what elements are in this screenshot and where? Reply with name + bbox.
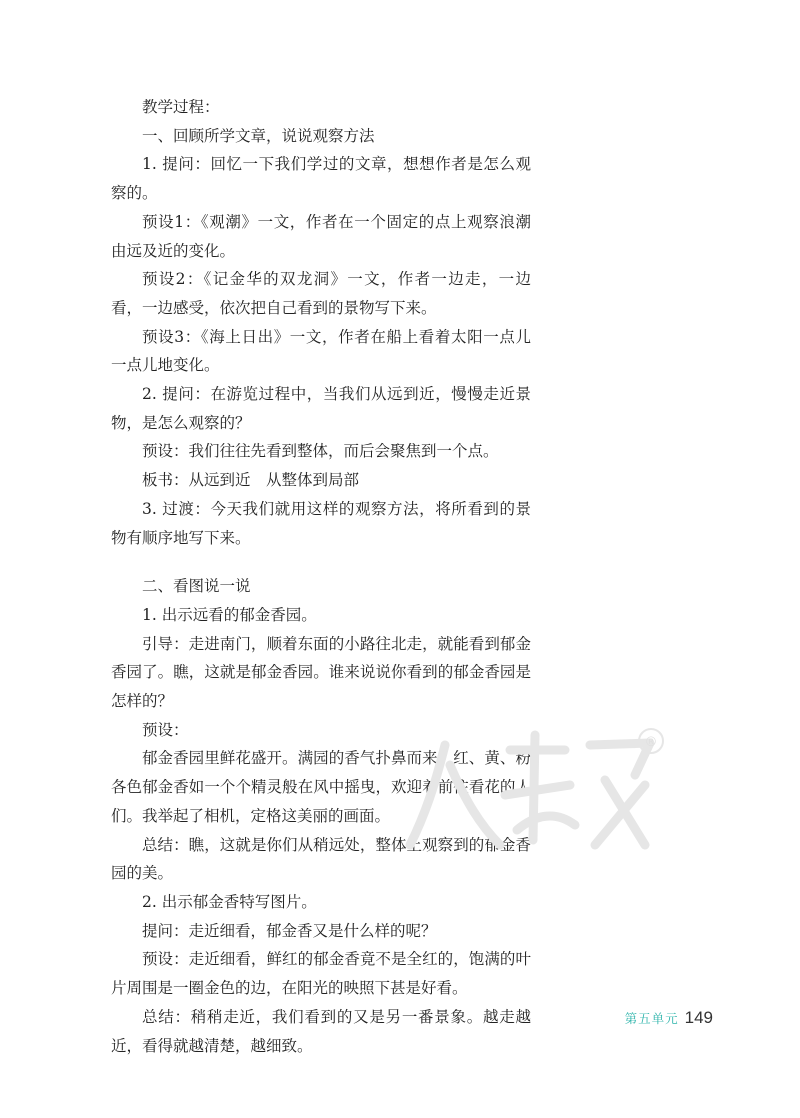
section-title-2: 二、看图说一说 xyxy=(142,577,251,596)
paragraph: 2. 出示郁金香特写图片。 xyxy=(142,892,317,911)
paragraph-heading: 教学过程： xyxy=(142,98,220,116)
paragraph: 总结：瞧，这就是你们从稍远处，整体上观察到的郁金香园的美。 xyxy=(111,835,531,883)
page-footer xyxy=(625,1008,713,1028)
paragraph: 1. 提问：回忆一下我们学过的文章，想想作者是怎么观察的。 xyxy=(111,155,531,203)
paragraph: 预设2：《记金华的双龙洞》一文，作者一边走，一边看，一边感受，依次把自己看到的景物写下来。 xyxy=(111,270,531,317)
paragraph: 郁金香园里鲜花盛开。满园的香气扑鼻而来。红、黄、粉各色郁金香如一个个精灵般在风中摇曳，欢迎着前往看花的人们。我举起了相机，定格这美丽的画面。 xyxy=(111,749,531,825)
paragraph: 预设： xyxy=(142,720,189,739)
paragraph: 1. 出示远看的郁金香园。 xyxy=(142,605,317,624)
page-number: 149 xyxy=(684,1008,713,1027)
paragraph: 提问：走近细看，郁金香又是什么样的呢？ xyxy=(142,921,437,940)
paragraph: 板书：从远到近 从整体到局部 xyxy=(142,471,360,490)
section-title-1: 一、回顾所学文章，说说观察方法 xyxy=(142,126,375,145)
paragraph: 预设：走近细看，鲜红的郁金香竟不是全红的，饱满的叶片周围是一圈金色的边，在阳光的映照下甚是好看。 xyxy=(111,950,531,998)
paragraph: 总结：稍稍走近，我们看到的又是另一番景象。越走越近，看得就越清楚，越细致。 xyxy=(111,1007,531,1055)
paragraph: 3. 过渡：今天我们就用这样的观察方法，将所看到的景物有顺序地写下来。 xyxy=(111,499,531,547)
section-gap xyxy=(111,552,531,572)
paragraph: 预设：我们往往先看到整体，而后会聚焦到一个点。 xyxy=(142,442,499,461)
paragraph: 预设3：《海上日出》一文，作者在船上看着太阳一点儿一点儿地变化。 xyxy=(111,327,531,375)
paragraph: 2. 提问：在游览过程中，当我们从远到近，慢慢走近景物，是怎么观察的？ xyxy=(111,385,531,432)
unit-label: 第五单元 xyxy=(624,1011,679,1026)
lesson-text xyxy=(111,93,531,1060)
registered-mark: ® xyxy=(644,735,658,750)
paragraph: 引导：走进南门，顺着东面的小路往北走，就能看到郁金香园了。瞧，这就是郁金香园。谁来说说你看到的郁金香园是怎样的？ xyxy=(111,634,531,711)
paragraph: 预设1：《观潮》一文，作者在一个固定的点上观察浪潮由远及近的变化。 xyxy=(111,212,531,260)
